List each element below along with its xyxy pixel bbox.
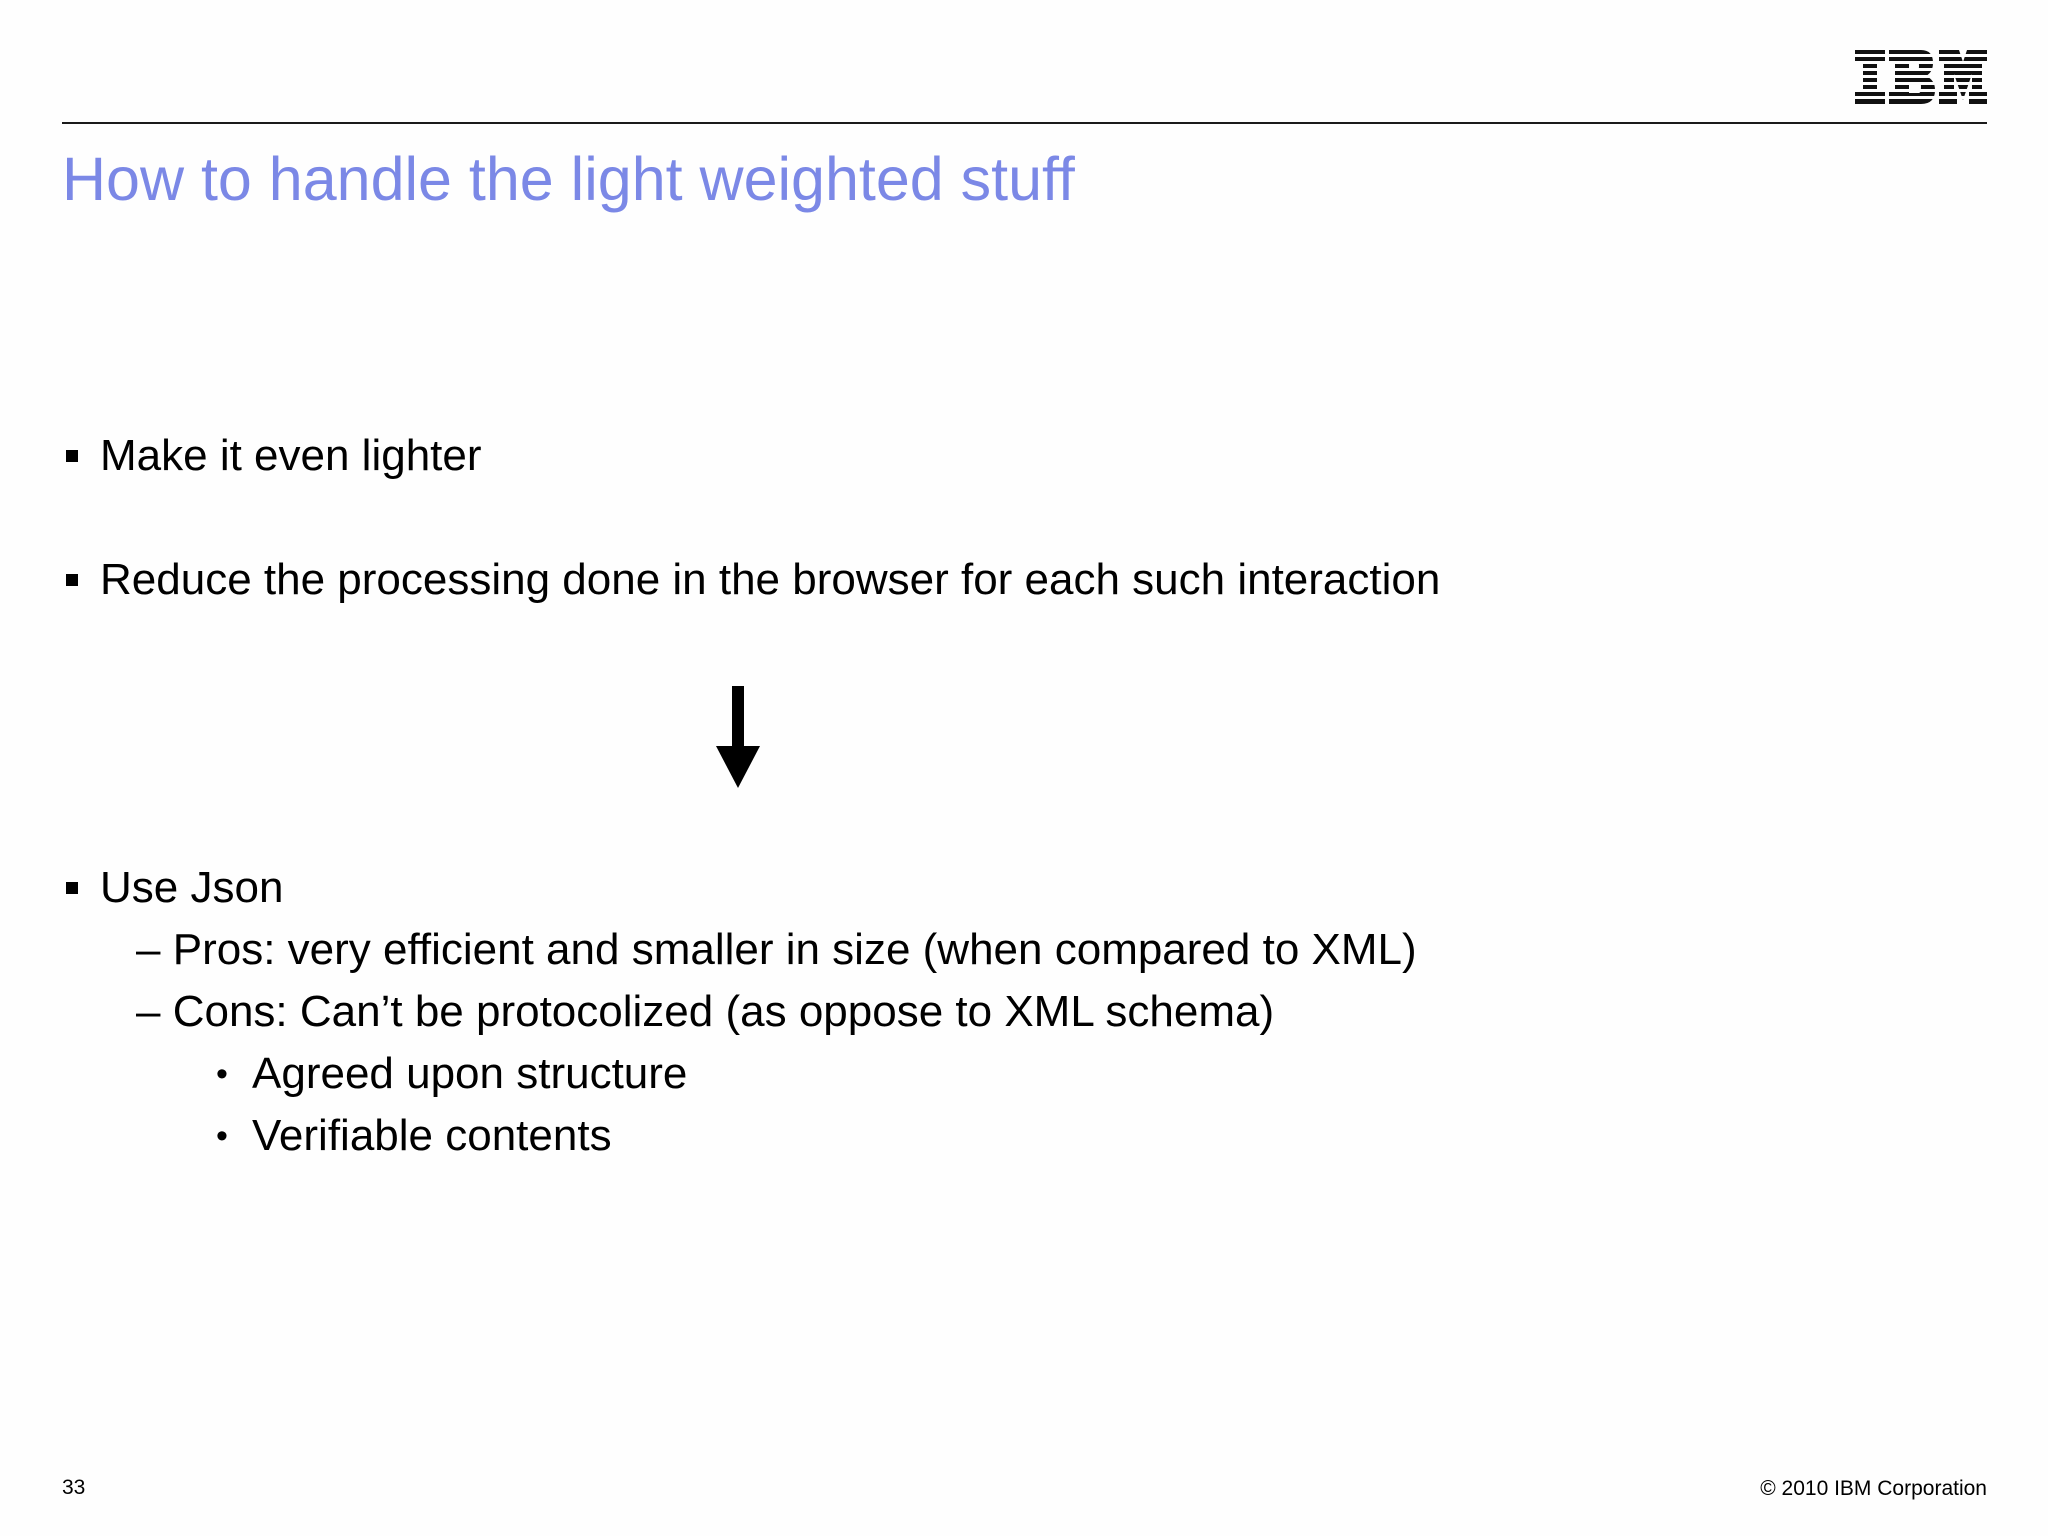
sub-bullet-agreed-structure: Agreed upon structure bbox=[252, 1049, 688, 1098]
cons-text: Cons: Can’t be protocolized (as oppose to XML schema) bbox=[172, 987, 1275, 1036]
slide-title: How to handle the light weighted stuff bbox=[62, 145, 1075, 213]
pros-text: Pros: very efficient and smaller in size (when compared to XML) bbox=[172, 925, 1417, 974]
square-bullet-icon bbox=[66, 450, 78, 462]
sub-bullet-verifiable-contents: Verifiable contents bbox=[252, 1111, 612, 1160]
header-divider bbox=[62, 122, 1987, 124]
dash-marker: – bbox=[136, 925, 161, 974]
sub-bullet-pros bbox=[136, 924, 1417, 976]
bullet-use-json: Use Json bbox=[100, 863, 284, 912]
arrow-down-icon bbox=[713, 684, 763, 790]
sub-bullet-cons bbox=[136, 986, 1274, 1038]
square-bullet-icon bbox=[66, 574, 78, 586]
copyright-notice: © 2010 IBM Corporation bbox=[1760, 1477, 1987, 1500]
bullet-make-lighter: Make it even lighter bbox=[100, 431, 482, 480]
dot-marker: • bbox=[216, 1055, 228, 1093]
dot-marker: • bbox=[216, 1117, 228, 1155]
bullet-reduce-processing: Reduce the processing done in the browser for each such interaction bbox=[100, 555, 1441, 604]
page-number: 33 bbox=[62, 1476, 86, 1499]
square-bullet-icon bbox=[66, 882, 78, 894]
ibm-logo bbox=[1855, 50, 1987, 105]
dash-marker: – bbox=[136, 987, 161, 1036]
